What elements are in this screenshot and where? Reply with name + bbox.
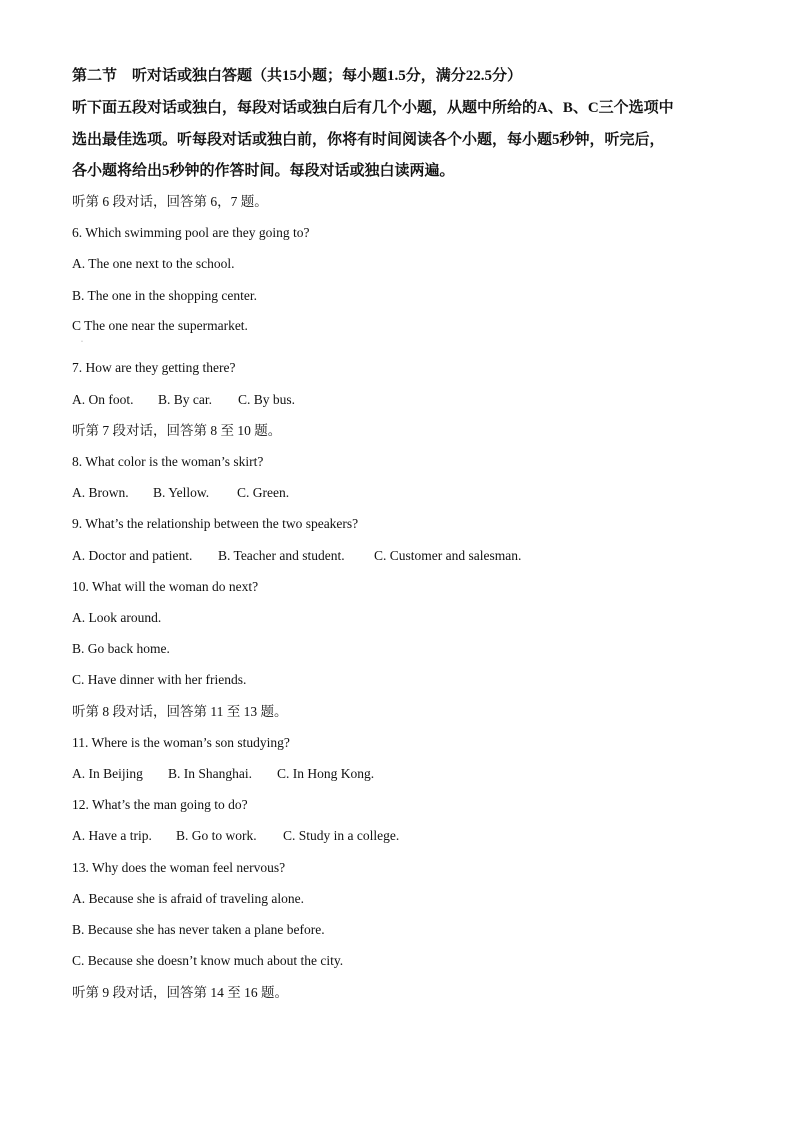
instructions-line-2: 选出最佳选项。听每段对话或独白前，你将有时间阅读各个小题，每小题5秒钟，听完后，: [72, 132, 665, 148]
question-7-options: [72, 391, 295, 409]
question-6-option-b: B. The one in the shopping center.: [72, 288, 257, 303]
question-13-option-c: C. Because she doesn’t know much about the city.: [72, 953, 344, 968]
question-6-option-a: A. The one next to the school.: [72, 256, 235, 271]
question-8: 8. What color is the woman’s skirt?: [72, 454, 264, 469]
question-7-option-c: C. By bus.: [238, 392, 296, 407]
question-12-option-c: C. Study in a college.: [283, 828, 400, 843]
question-11-option-b: B. In Shanghai.: [168, 766, 252, 781]
dialog-9-instruction: 听第 9 段对话，回答第 14 至 16 题。: [72, 985, 288, 1000]
question-9-option-a: A. Doctor and patient.: [72, 548, 193, 563]
dialog-7-instruction: 听第 7 段对话，回答第 8 至 10 题。: [72, 423, 282, 438]
question-10-option-c: C. Have dinner with her friends.: [72, 672, 247, 687]
stray-dot-mark: ·: [81, 339, 83, 345]
question-12-option-a: A. Have a trip.: [72, 828, 152, 843]
question-8-option-c: C. Green.: [237, 485, 290, 500]
question-6-option-c: C The one near the supermarket.: [72, 318, 248, 333]
question-9-options: [72, 547, 521, 565]
question-12-options: [72, 827, 399, 845]
question-13-option-a: A. Because she is afraid of traveling alone.: [72, 891, 305, 906]
question-13: 13. Why does the woman feel nervous?: [72, 860, 286, 875]
question-10-option-a: A. Look around.: [72, 610, 162, 625]
question-9: 9. What’s the relationship between the two speakers?: [72, 516, 359, 531]
dialog-6-instruction: 听第 6 段对话，回答第 6，7 题。: [72, 194, 268, 209]
question-12: 12. What’s the man going to do?: [72, 797, 248, 812]
question-9-option-c: C. Customer and salesman.: [374, 548, 522, 563]
instructions-line-3: 各小题将给出5秒钟的作答时间。每段对话或独白读两遍。: [72, 163, 455, 179]
question-8-option-a: A. Brown.: [72, 485, 129, 500]
question-7: 7. How are they getting there?: [72, 360, 236, 375]
question-10-option-b: B. Go back home.: [72, 641, 170, 656]
question-13-option-b: B. Because she has never taken a plane before.: [72, 922, 325, 937]
question-11-option-c: C. In Hong Kong.: [277, 766, 375, 781]
question-11: 11. Where is the woman’s son studying?: [72, 735, 290, 750]
question-10: 10. What will the woman do next?: [72, 579, 259, 594]
dialog-8-instruction: 听第 8 段对话，回答第 11 至 13 题。: [72, 704, 288, 719]
question-7-option-a: A. On foot.: [72, 392, 134, 407]
section-header: 第二节 听对话或独白答题（共15小题；每小题1.5分，满分22.5分）: [72, 68, 523, 84]
question-7-option-b: B. By car.: [158, 392, 212, 407]
question-9-option-b: B. Teacher and student.: [218, 548, 345, 563]
question-8-options: [72, 484, 289, 502]
instructions-line-1: 听下面五段对话或独白，每段对话或独白后有几个小题，从题中所给的A、B、C三个选项中: [72, 100, 674, 116]
question-11-option-a: A. In Beijing: [72, 766, 143, 781]
question-11-options: [72, 765, 374, 783]
question-6: 6. Which swimming pool are they going to?: [72, 225, 310, 240]
question-12-option-b: B. Go to work.: [176, 828, 257, 843]
question-8-option-b: B. Yellow.: [153, 485, 210, 500]
